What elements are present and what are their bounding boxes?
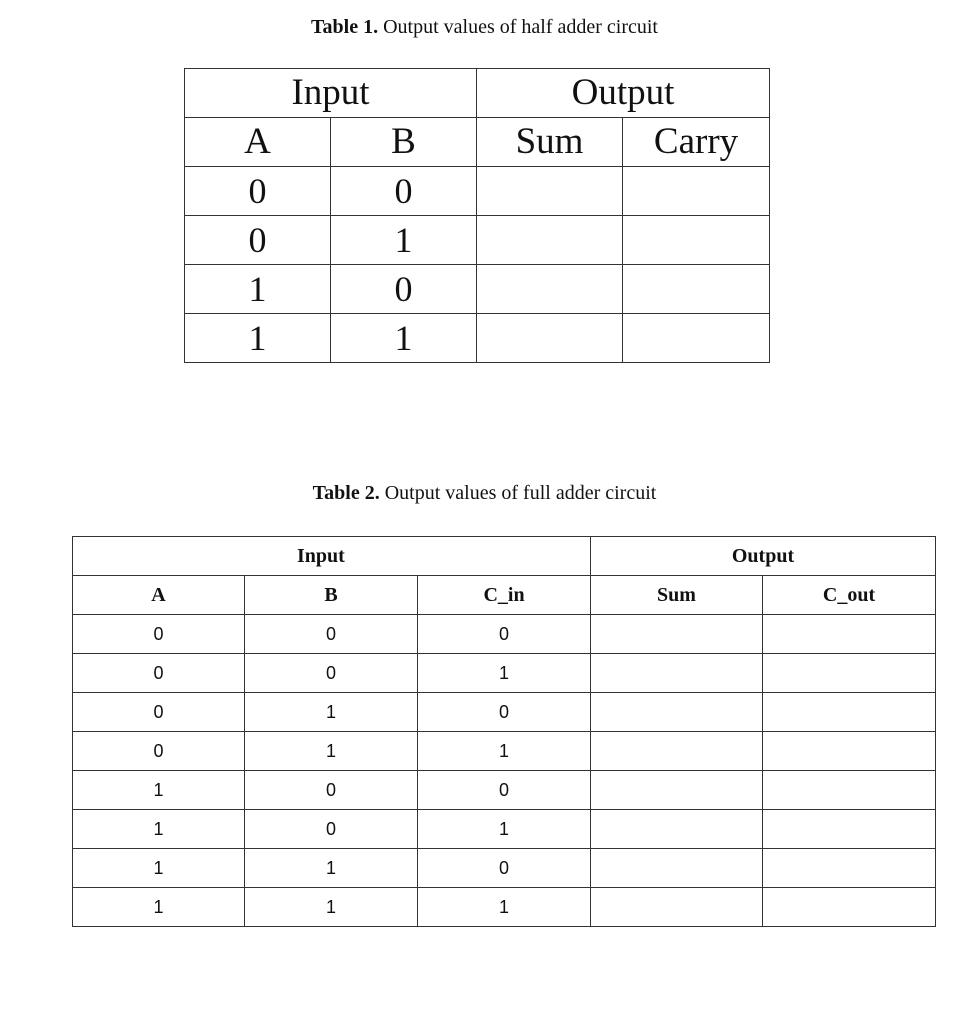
table-cell-c-out <box>763 693 936 732</box>
table-cell-c-out <box>763 810 936 849</box>
group-header-row <box>73 537 936 576</box>
table-row <box>73 654 936 693</box>
table-row <box>73 810 936 849</box>
table-cell-c-in: 0 <box>418 693 591 732</box>
table-row <box>73 732 936 771</box>
table-cell-sum <box>477 314 623 363</box>
table-cell-sum <box>477 265 623 314</box>
table-row <box>185 167 770 216</box>
table-row <box>185 216 770 265</box>
table-cell-b: 0 <box>245 654 418 693</box>
table-cell-carry <box>623 167 770 216</box>
table-row <box>73 693 936 732</box>
table-cell-c-in: 0 <box>418 615 591 654</box>
table-cell-b: 1 <box>331 216 477 265</box>
table-cell-sum <box>591 693 763 732</box>
table-cell-sum <box>591 615 763 654</box>
column-header-row <box>185 118 770 167</box>
table-cell-a: 1 <box>73 771 245 810</box>
table-cell-sum <box>591 654 763 693</box>
column-header-sum: Sum <box>477 118 623 167</box>
table-cell-sum <box>477 216 623 265</box>
column-header-c-out: C_out <box>763 576 936 615</box>
table1-caption-label: Table 1. <box>311 16 379 38</box>
table-cell-b: 1 <box>245 888 418 927</box>
table2-caption-label: Table 2. <box>312 482 380 504</box>
table-cell-b: 1 <box>245 732 418 771</box>
table-cell-a: 1 <box>185 314 331 363</box>
table-cell-b: 1 <box>331 314 477 363</box>
table2-caption <box>0 482 969 505</box>
table-cell-a: 0 <box>73 732 245 771</box>
column-header-a: A <box>73 576 245 615</box>
group-header-input: Input <box>73 537 591 576</box>
table-cell-c-out <box>763 654 936 693</box>
group-header-row <box>185 69 770 118</box>
table-cell-a: 0 <box>185 167 331 216</box>
table-row <box>73 888 936 927</box>
full-adder-table <box>72 536 936 927</box>
table-cell-a: 0 <box>73 654 245 693</box>
table-cell-carry <box>623 216 770 265</box>
table-cell-a: 0 <box>73 615 245 654</box>
table-cell-c-in: 1 <box>418 810 591 849</box>
table-row <box>73 849 936 888</box>
table-row <box>73 771 936 810</box>
table-row <box>185 265 770 314</box>
table-cell-sum <box>591 732 763 771</box>
column-header-a: A <box>185 118 331 167</box>
table-cell-c-in: 1 <box>418 888 591 927</box>
table-cell-c-out <box>763 849 936 888</box>
table-cell-a: 1 <box>185 265 331 314</box>
table-cell-b: 0 <box>331 167 477 216</box>
table-cell-b: 0 <box>245 771 418 810</box>
table-cell-c-out <box>763 771 936 810</box>
table-cell-a: 1 <box>73 849 245 888</box>
column-header-b: B <box>245 576 418 615</box>
column-header-sum: Sum <box>591 576 763 615</box>
table1-caption <box>0 16 969 39</box>
column-header-carry: Carry <box>623 118 770 167</box>
table-cell-c-in: 1 <box>418 654 591 693</box>
table-cell-b: 0 <box>331 265 477 314</box>
table-row <box>185 314 770 363</box>
table-cell-c-in: 1 <box>418 732 591 771</box>
table-cell-a: 0 <box>185 216 331 265</box>
table1-caption-text: Output values of half adder circuit <box>378 16 658 38</box>
table-cell-sum <box>591 771 763 810</box>
table-cell-b: 1 <box>245 849 418 888</box>
table-row <box>73 615 936 654</box>
table-cell-a: 1 <box>73 810 245 849</box>
table-cell-b: 1 <box>245 693 418 732</box>
table-cell-b: 0 <box>245 615 418 654</box>
column-header-c-in: C_in <box>418 576 591 615</box>
group-header-output: Output <box>591 537 936 576</box>
table-cell-sum <box>591 810 763 849</box>
table-cell-c-out <box>763 732 936 771</box>
table-cell-sum <box>591 888 763 927</box>
table-cell-c-in: 0 <box>418 849 591 888</box>
column-header-row <box>73 576 936 615</box>
group-header-input: Input <box>185 69 477 118</box>
table-cell-c-in: 0 <box>418 771 591 810</box>
table-cell-sum <box>477 167 623 216</box>
table-cell-b: 0 <box>245 810 418 849</box>
group-header-output: Output <box>477 69 770 118</box>
table-cell-carry <box>623 314 770 363</box>
column-header-b: B <box>331 118 477 167</box>
table-cell-c-out <box>763 888 936 927</box>
table-cell-sum <box>591 849 763 888</box>
table-cell-a: 1 <box>73 888 245 927</box>
half-adder-table <box>184 68 770 363</box>
table-cell-c-out <box>763 615 936 654</box>
table-cell-a: 0 <box>73 693 245 732</box>
table2-caption-text: Output values of full adder circuit <box>379 482 657 504</box>
table-cell-carry <box>623 265 770 314</box>
